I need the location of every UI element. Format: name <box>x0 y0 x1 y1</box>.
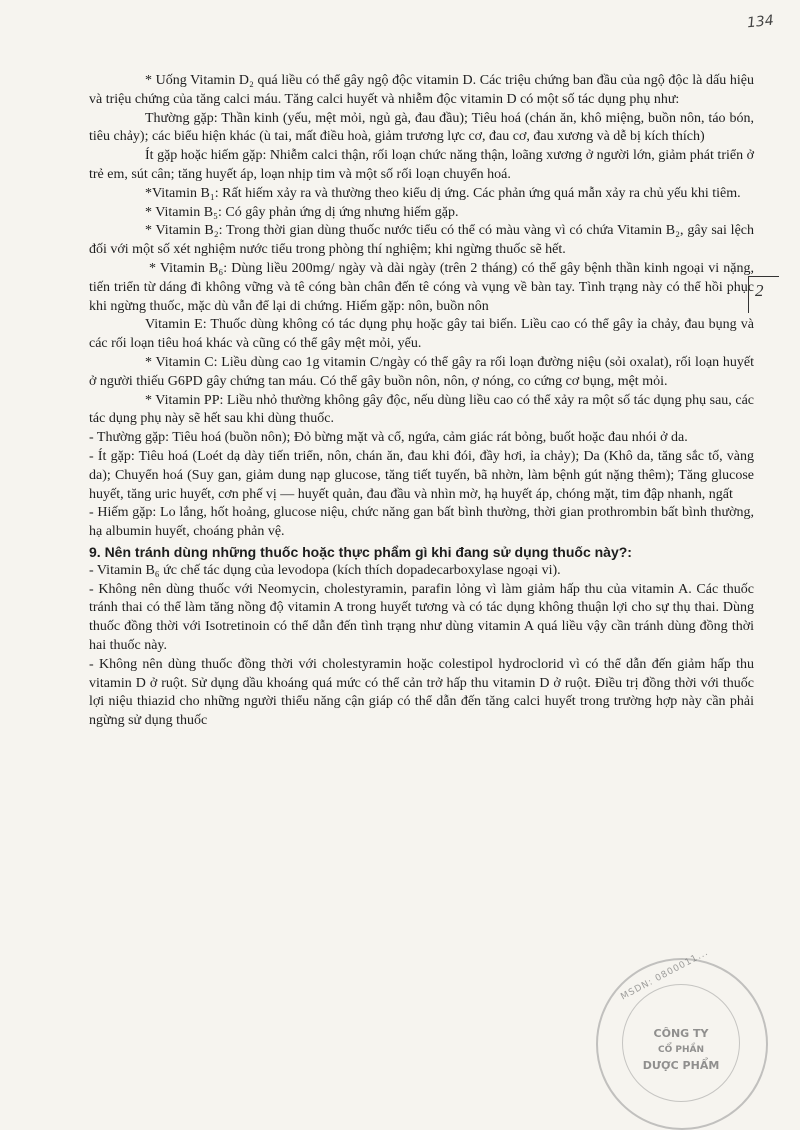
stamp-inner-circle <box>622 984 740 1102</box>
paragraph-interaction-vitamin-d: - Không nên dùng thuốc đồng thời với cholestyramin hoặc colestipol hydroclorid vì có thể dẫn đến giảm hấp thu vitamin D ở ruột. Sử dụng dầu khoáng quá mức có thể cản trở hấp thu vitamin D ở ruột. Điều trị đồng thời với thuốc lợi niệu thiazid cho những người thiểu năng cận giáp có thể dẫn đến tăng calci huyết trong trường hợp này cần phải ngừng sử dụng thuốc <box>89 656 754 729</box>
paragraph-vitamin-d: * Uống Vitamin D₂ quá liều có thể gây ngộ độc vitamin D. Các triệu chứng ban đầu của ngộ độc là dấu hiệu và triệu chứng của tăng calci máu. Tăng calci huyết và nhiễm độc vitamin D có một số tác dụng phụ như: <box>89 73 754 107</box>
paragraph-vitamin-e: Vitamin E: Thuốc dùng không có tác dụng phụ hoặc gây tai biến. Liều cao có thể gây ỉa chảy, đau bụng và các rối loạn tiêu hoá khác và cũng có thể gây mệt mỏi, yếu. <box>89 317 754 352</box>
paragraph-vitamin-b1: *Vitamin B₁: Rất hiếm xảy ra và thường theo kiểu dị ứng. Các phản ứng quá mẫn xảy ra chủ yếu khi tiêm. <box>145 185 741 201</box>
stamp-ring-text: MSDN: 0800011... <box>619 947 711 1003</box>
paragraph-vitamin-b6: * Vitamin B₆: Dùng liều 200mg/ ngày và dài ngày (trên 2 tháng) có thể gây bệnh thần kinh ngoại vi nặng, tiến triển từ dáng đi không vững và tê cóng bàn chân đến tê cóng và vụng về bàn tay. Tình trạng này có thể hồi phục khi ngừng thuốc, mặc dù vẫn để lại di chứng. Hiếm gặp: nôn, buồn nôn <box>89 260 754 314</box>
margin-mark-label: 2 <box>755 281 764 300</box>
paragraph-pp-uncommon: - Ít gặp: Tiêu hoá (Loét dạ dày tiến triển, nôn, chán ăn, đau khi đói, đầy hơi, ỉa chảy); Da (Khô da, tăng sắc tố, vàng da); Chuyển hoá (Suy gan, giảm dung nạp glucose, tăng tiết tuyến, bã nhờn, làm bệnh gút nặng thêm); Tăng glucose huyết, tăng uric huyết, cơn phế vị — huyết quản, đau đầu và nhìn mờ, hạ huyết áp, chóng mặt, tim đập nhanh, ngất <box>89 448 754 502</box>
section-heading-9: 9. Nên tránh dùng những thuốc hoặc thực phẩm gì khi đang sử dụng thuốc này?: <box>89 543 632 560</box>
paragraph-vitamin-pp: * Vitamin PP: Liều nhỏ thường không gây độc, nếu dùng liều cao có thể xảy ra một số tác dụng phụ sau, các tác dụng phụ này sẽ hết sau khi dùng thuốc. <box>89 392 754 427</box>
stamp-line-company: CÔNG TY <box>653 1027 709 1040</box>
paragraph-pp-rare: - Hiếm gặp: Lo lắng, hốt hoảng, glucose niệu, chức năng gan bất bình thường, thời gian prothrombin bất bình thường, hạ albumin huyết, choáng phản vệ. <box>89 505 754 540</box>
paragraph-vitamin-c: * Vitamin C: Liều dùng cao 1g vitamin C/ngày có thể gây ra rối loạn đường niệu (sỏi oxalat), rối loạn huyết ở người thiếu G6PD gây chứng tan máu. Có thể gây buồn nôn, nôn, ợ nóng, co cứng cơ bụng, mệt mỏi. <box>89 354 754 389</box>
page-number: 134 <box>746 12 775 32</box>
paragraph-common-effects: Thường gặp: Thần kinh (yếu, mệt mỏi, ngủ gà, đau đầu); Tiêu hoá (chán ăn, khô miệng, buồn nôn, táo bón, tiêu chảy); các biểu hiện khác (ù tai, mất điều hoà, giảm trương lực cơ, đau cơ, đau xương và dễ bị kích thích) <box>89 110 754 145</box>
stamp-line-type: CỔ PHẦN <box>657 1045 704 1055</box>
paragraph-pp-common: - Thường gặp: Tiêu hoá (buồn nôn); Đỏ bừng mặt và cổ, ngứa, cảm giác rát bỏng, buốt hoặc đau nhói ở da. <box>89 430 688 446</box>
stamp-line-pharma: DƯỢC PHẨM <box>642 1059 720 1072</box>
paragraph-rare-effects: Ít gặp hoặc hiếm gặp: Nhiễm calci thận, rối loạn chức năng thận, loãng xương ở người lớn, giảm phát triển ở trẻ em, sút cân; tăng huyết áp, loạn nhịp tim và một số rối loạn chuyển hoá. <box>89 148 754 182</box>
paragraph-interaction-b6: - Vitamin B₆ ức chế tác dụng của levodopa (kích thích dopadecarboxylase ngoại vi). <box>89 562 561 578</box>
document-body <box>89 72 754 731</box>
paragraph-vitamin-b2: * Vitamin B₂: Trong thời gian dùng thuốc nước tiểu có thể có màu vàng vì có chứa Vitamin B₂, gây sai lệch đối với một số xét nghiệm nước tiểu trong phòng thí nghiệm; khi ngừng thuốc sẽ hết. <box>89 223 754 258</box>
company-stamp <box>596 947 768 1130</box>
paragraph-vitamin-b5: * Vitamin B₅: Có gây phản ứng dị ứng nhưng hiếm gặp. <box>145 204 459 220</box>
paragraph-interaction-vitamin-a: - Không nên dùng thuốc với Neomycin, cholestyramin, parafin lỏng vì làm giảm hấp thu của vitamin A. Các thuốc tránh thai có thể làm tăng nồng độ vitamin A trong huyết tương và có tác dụng không thuận lợi cho sự thụ thai. Dùng thuốc đồng thời với Isotretinoin có thể dẫn đến tình trạng như dùng vitamin A quá liều vậy cần tránh dùng đồng thời hai thuốc này. <box>89 581 754 653</box>
